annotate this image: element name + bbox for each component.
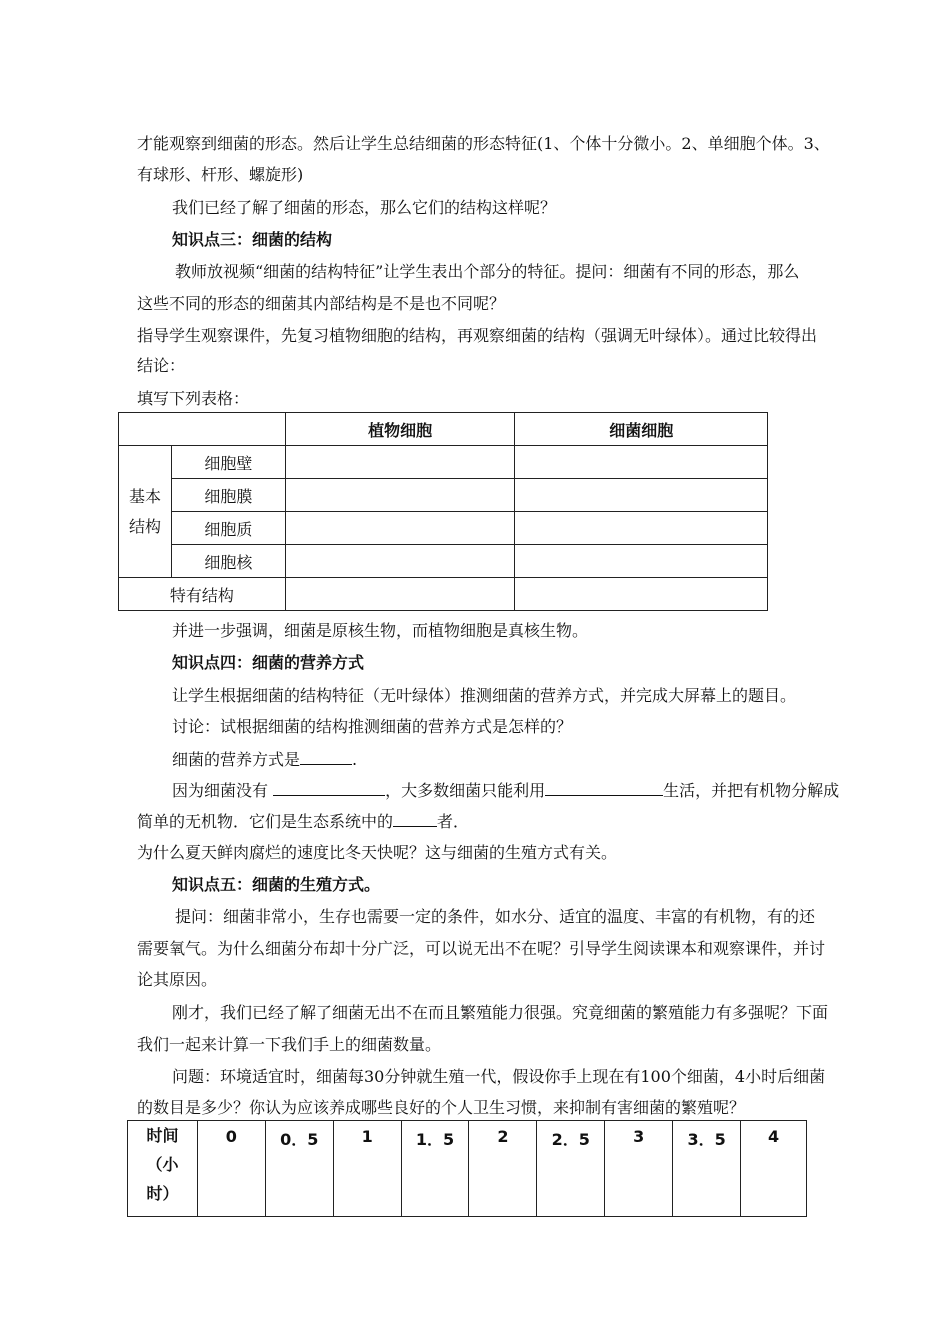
time-value-cell: 1 [333, 1121, 401, 1217]
after-table-text: 并进一步强调，细菌是原核生物，而植物细胞是真核生物。 [172, 621, 589, 640]
bacteria-lacks-text: 因为细菌没有 [172, 781, 269, 800]
plant-cell-wall-cell[interactable] [285, 446, 515, 479]
k5-paragraph-1b: 需要氧气。为什么细菌分布却十分广泛，可以说无出不在呢？引导学生阅读课本和观察课件，并讨 [137, 939, 826, 958]
k5-paragraph-3b: 的数目是多少？你认为应该养成哪些良好的个人卫生习惯，来抑制有害细菌的繁殖呢？ [137, 1098, 746, 1117]
time-value-cell: 4 [741, 1121, 807, 1217]
k5-paragraph-1a: 提问：细菌非常小，生存也需要一定的条件，如水分、适宜的温度、丰富的有机物，有的还 [175, 907, 816, 926]
intro-line-2: 有球形、杆形、螺旋形) [137, 165, 304, 184]
section-heading-k4: 知识点四：细菌的营养方式 [172, 653, 365, 672]
k4-paragraph-2: 讨论：试根据细菌的结构推测细菌的营养方式是怎样的？ [172, 717, 573, 736]
header-bacteria-cell: 细菌细胞 [515, 413, 768, 446]
basic-structure-label [119, 446, 172, 578]
k4-paragraph-3 [172, 748, 357, 771]
time-value-cell: 2 [469, 1121, 537, 1217]
k5-paragraph-2a: 刚才，我们已经了解了细菌无出不在而且繁殖能力很强。究竟细菌的繁殖能力有多强呢？下面 [172, 1003, 829, 1022]
basic-structure-label-1: 基本 [128, 486, 161, 506]
plant-cell-membrane-cell[interactable] [285, 479, 515, 512]
ecosystem-role-text: 简单的无机物．它们是生态系统中的 [137, 812, 394, 831]
nutrition-question: 细菌的营养方式是 [172, 750, 301, 769]
lacks-blank[interactable] [273, 779, 385, 796]
time-value-cell: 0．5 [265, 1121, 333, 1217]
k3-paragraph-1b: 这些不同的形态的细菌其内部结构是不是也不同呢？ [137, 294, 506, 313]
section-heading-k3: 知识点三：细菌的结构 [172, 230, 333, 249]
k3-paragraph-2b: 结论： [137, 356, 186, 375]
time-label-line-1: 时间 [146, 1126, 179, 1145]
k3-paragraph-3: 填写下列表格： [137, 389, 250, 408]
plant-cytoplasm-cell[interactable] [285, 512, 515, 545]
bacteria-nucleus-cell[interactable] [515, 545, 768, 578]
nutrition-blank[interactable] [300, 748, 352, 765]
row-label-nucleus: 细胞核 [171, 545, 285, 578]
bacteria-cytoplasm-cell[interactable] [515, 512, 768, 545]
k3-paragraph-1a: 教师放视频“细菌的结构特征”让学生表出个部分的特征。提问：细菌有不同的形态，那么 [175, 262, 800, 281]
ecosystem-role-suffix: 者． [437, 812, 470, 831]
section-heading-k5: 知识点五：细菌的生殖方式。 [172, 875, 381, 894]
intro-line-1: 才能观察到细菌的形态。然后让学生总结细菌的形态特征(1、个体十分微小。2、单细胞个体。3、 [137, 134, 830, 153]
k5-paragraph-2b: 我们一起来计算一下我们手上的细菌数量。 [137, 1035, 442, 1054]
k5-paragraph-3a: 问题：环境适宜时，细菌每30分钟就生殖一代，假设你手上现在有100个细菌，4小时后细菌 [172, 1067, 826, 1086]
time-label-line-2: （小 [146, 1155, 179, 1174]
table-corner-cell [119, 413, 286, 446]
time-hours-label [128, 1121, 198, 1217]
bacteria-cell-wall-cell[interactable] [515, 446, 768, 479]
time-value-cell: 2．5 [537, 1121, 605, 1217]
k4-paragraph-1: 让学生根据细菌的结构特征（无叶绿体）推测细菌的营养方式，并完成大屏幕上的题目。 [172, 686, 797, 705]
row-label-cell-wall: 细胞壁 [171, 446, 285, 479]
time-value-cell: 3．5 [673, 1121, 741, 1217]
basic-structure-label-2: 结构 [128, 516, 161, 536]
bacteria-cell-membrane-cell[interactable] [515, 479, 768, 512]
header-plant-cell: 植物细胞 [285, 413, 515, 446]
time-label-line-3: 时） [146, 1184, 179, 1203]
bacteria-special-structure-cell[interactable] [515, 578, 768, 611]
most-bacteria-text: ，大多数细菌只能利用 [385, 781, 546, 800]
row-label-cell-membrane: 细胞膜 [171, 479, 285, 512]
k4-paragraph-4 [172, 779, 839, 802]
ecosystem-role-blank[interactable] [393, 810, 437, 827]
bacteria-growth-table [127, 1120, 807, 1217]
plant-nucleus-cell[interactable] [285, 545, 515, 578]
intro-line-3: 我们已经了解了细菌的形态，那么它们的结构这样呢？ [172, 198, 557, 217]
k4-paragraph-5 [137, 810, 469, 833]
cell-comparison-table [118, 412, 768, 611]
row-label-cytoplasm: 细胞质 [171, 512, 285, 545]
time-value-cell: 0 [197, 1121, 265, 1217]
decompose-text: 生活，并把有机物分解成 [663, 781, 840, 800]
time-value-cell: 1．5 [401, 1121, 469, 1217]
k5-paragraph-1c: 论其原因。 [137, 970, 218, 989]
plant-special-structure-cell[interactable] [285, 578, 515, 611]
time-value-cell: 3 [605, 1121, 673, 1217]
k4-paragraph-6: 为什么夏天鲜肉腐烂的速度比冬天快呢？这与细菌的生殖方式有关。 [137, 843, 618, 862]
k3-paragraph-2a: 指导学生观察课件，先复习植物细胞的结构，再观察细菌的结构（强调无叶绿体）。通过比较得出 [137, 326, 818, 345]
row-label-special-structure: 特有结构 [119, 578, 286, 611]
nutrition-period: . [352, 750, 358, 769]
utilize-blank[interactable] [545, 779, 663, 796]
